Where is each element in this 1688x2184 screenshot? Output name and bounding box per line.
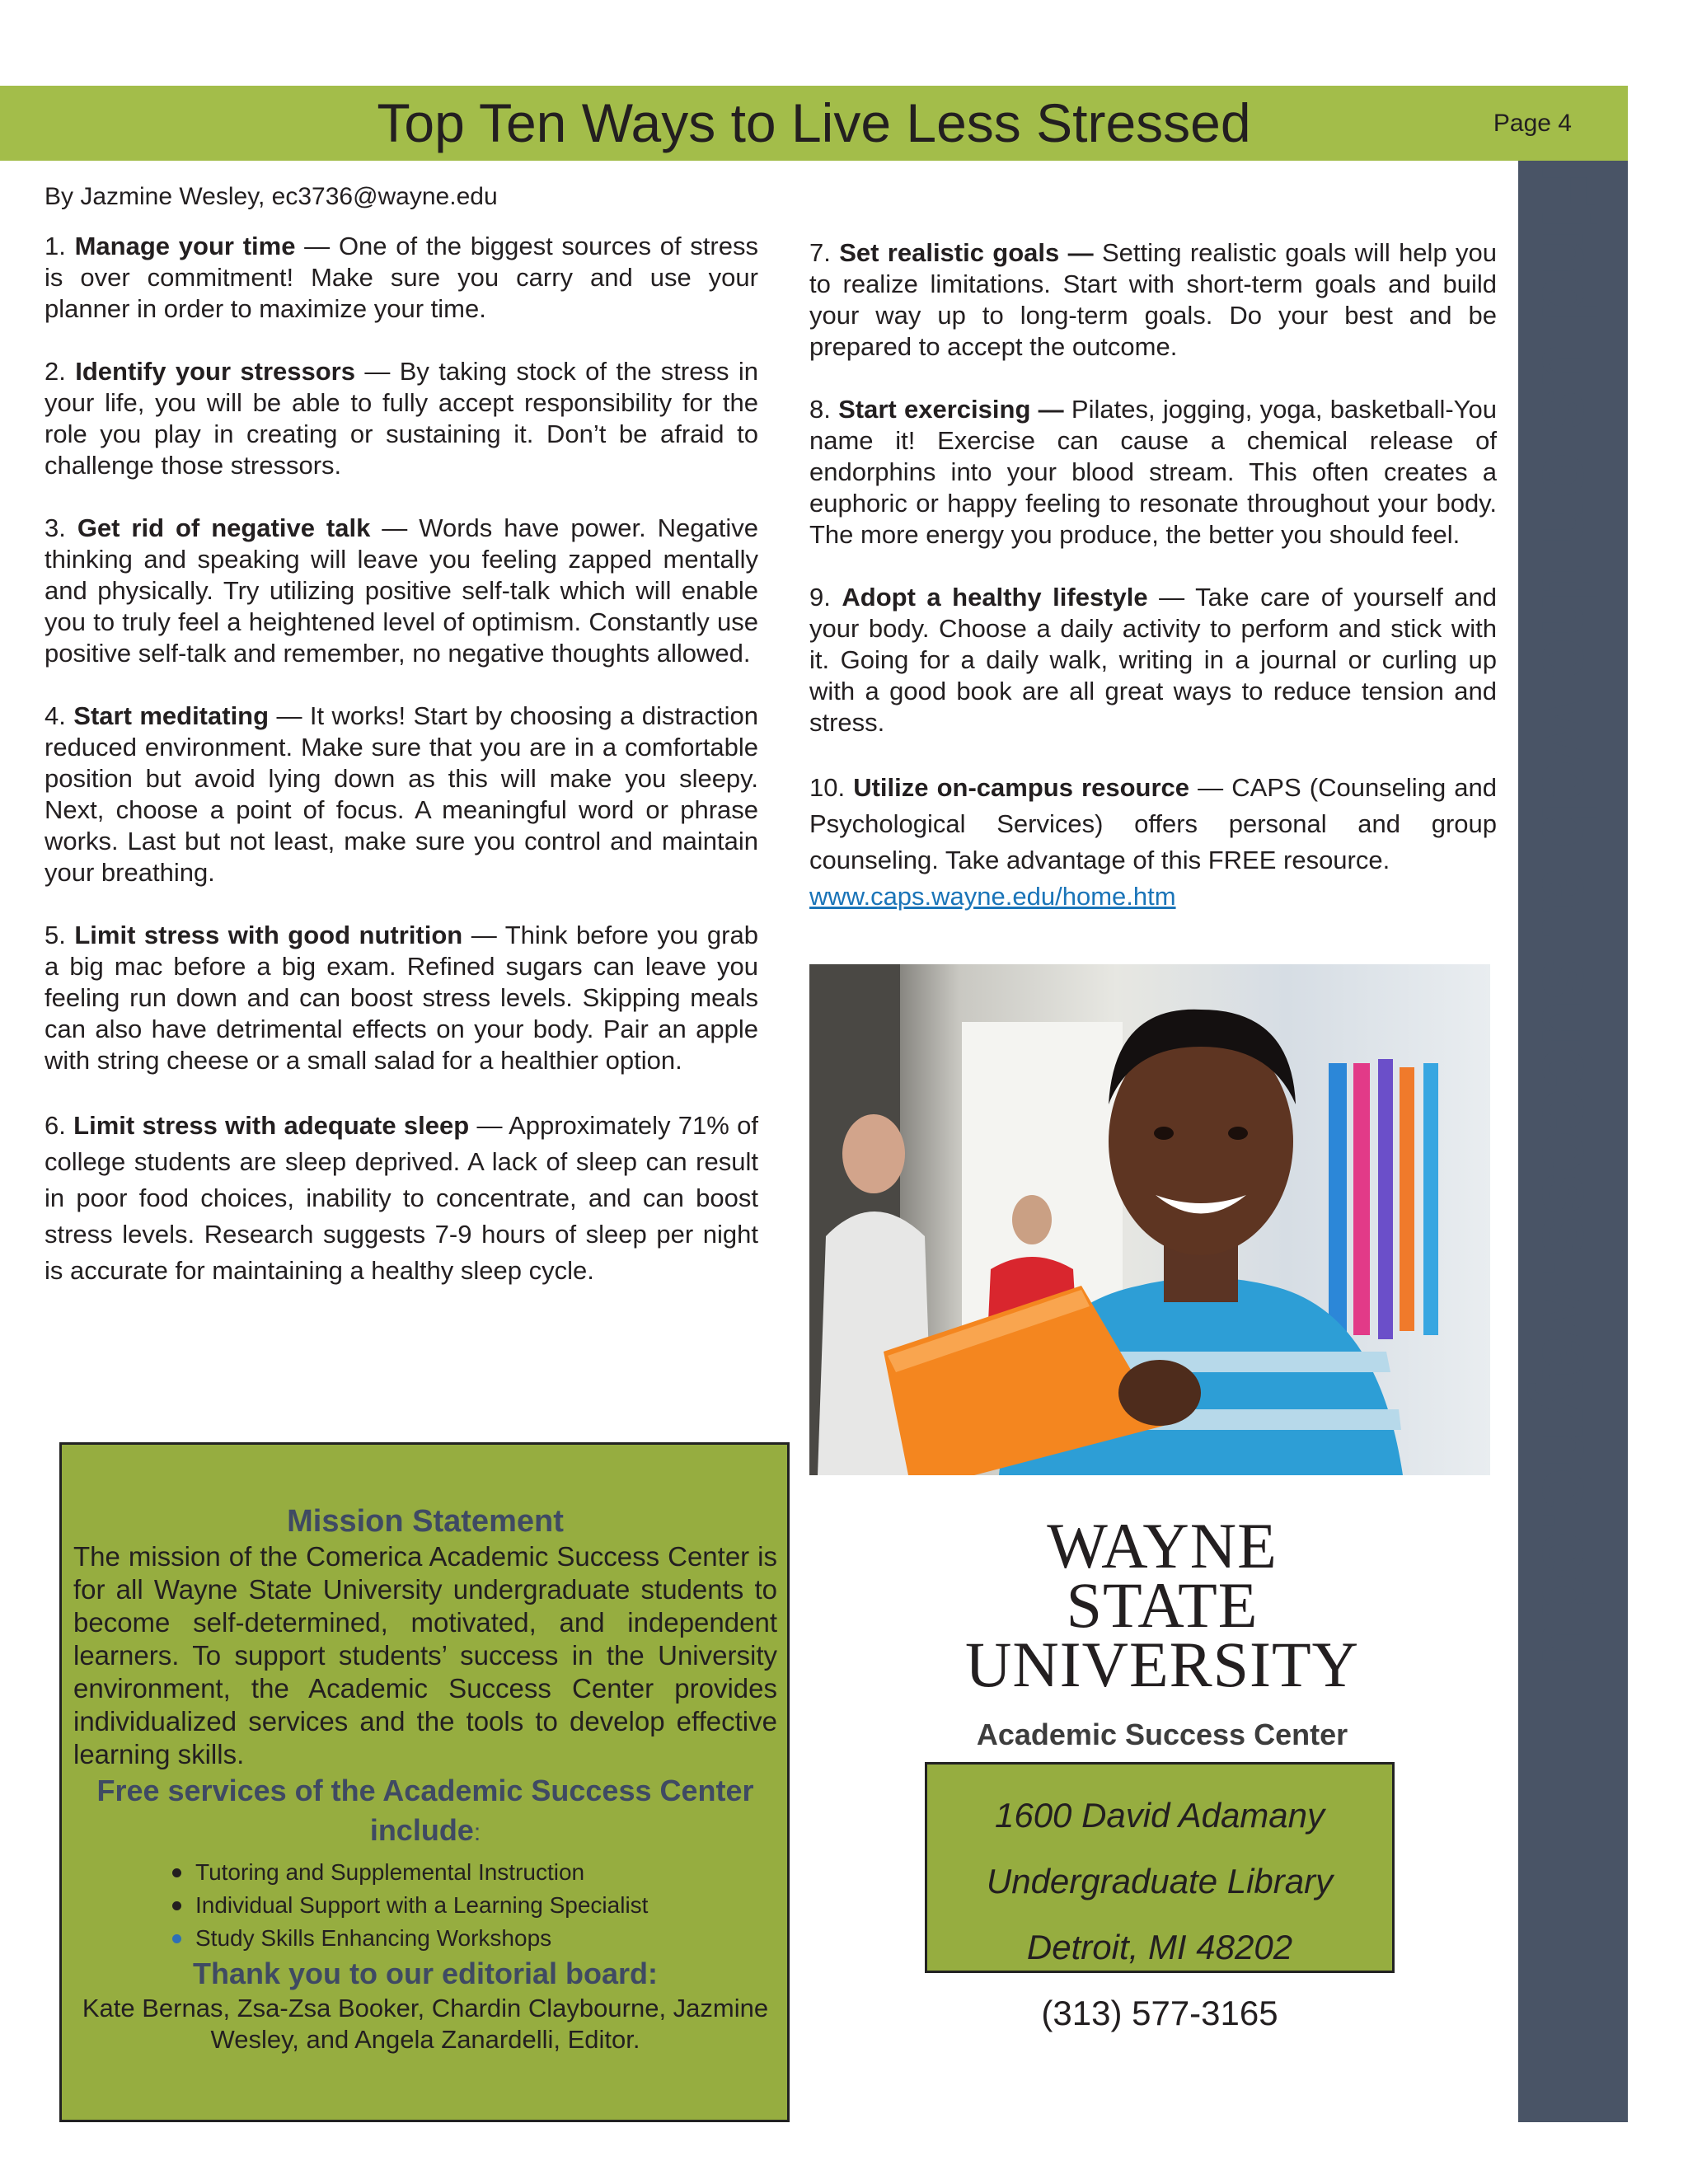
caps-link[interactable]: www.caps.wayne.edu/home.htm <box>809 882 1176 911</box>
list-item: Individual Support with a Learning Specialist <box>172 1889 777 1922</box>
tip-body: Words have power. Negative thinking and speaking will leave you feeling zapped mentally and physically. Try utilizing positive self-talk which will enable you to truly feel a heightened level of optimism. Constantly use positive self-talk and remember, no negative thoughts allowed. <box>45 513 758 668</box>
website-banner <box>1523 162 1614 2123</box>
tip-title: Limit stress with good nutrition <box>74 921 463 949</box>
tip-body: By taking stock of the stress in your life, you will be able to fully accept responsibility for the role you play in creating or sustaining it. Don’t be afraid to challenge those stressors. <box>45 357 758 480</box>
tip-body: Approximately 71% of college students are sleep deprived. A lack of sleep can result in poor food choices, inability to concentrate, and can boost stress levels. Research suggests 7-9 hours of sleep per night is accurate for maintaining a healthy sleep cycle. <box>45 1111 758 1285</box>
tip-5: 5. Limit stress with good nutrition — Think before you grab a big mac before a big exam. Refined sugars can leave you feeling run down and can boost stress levels. Skipping meals can also have detrimental effects on your body. Pair an apple with string cheese or a small salad for a healthier option. <box>45 921 758 1075</box>
address-line-2: Undergraduate Library <box>986 1862 1334 1900</box>
tip-body: One of the biggest sources of stress is over commitment! Make sure you carry and use your planner in order to maximize your time. <box>45 232 758 323</box>
editorial-board-title: Thank you to our editorial board: <box>192 1957 658 1990</box>
tip-10: 10. Utilize on-campus resource — CAPS (Counseling and Psychological Services) offers personal and group counseling. Take advantage of this FREE resource. www.caps.wayne.edu/home.htm <box>809 773 1497 911</box>
list-item: Study Skills Enhancing Workshops <box>172 1922 777 1955</box>
tip-title: Identify your stressors <box>75 357 355 386</box>
page-number: Page 4 <box>1493 110 1572 137</box>
tip-body: Take care of yourself and your body. Choose a daily activity to perform and stick with it. Going for a daily walk, writing in a journal or curling up with a good book are all great ways to reduce tension and stress. <box>809 583 1497 737</box>
mission-box <box>59 1442 790 2122</box>
mission-text: The mission of the Comerica Academic Success Center is for all Wayne State University undergraduate students to become self-determined, motivated, and independent learners. To support students’ success in the University environment, the Academic Success Center provides individualized services and the tools to develop effective learning skills. <box>73 1541 777 1769</box>
tip-body: Setting realistic goals will help you to realize limitations. Start with short-term goals and build your way up to long-term goals. Do your best and be prepared to accept the outcome. <box>809 238 1497 361</box>
tip-2: 2. Identify your stressors — By taking stock of the stress in your life, you will be able to fully accept responsibility for the role you play in creating or sustaining it. Don’t be afraid to challenge those stressors. <box>45 357 758 480</box>
tip-title: Manage your time <box>74 232 296 260</box>
tip-title: Start meditating <box>73 701 270 730</box>
address-line-3: Detroit, MI 48202 <box>1026 1928 1293 1966</box>
editorial-board-names: Kate Bernas, Zsa-Zsa Booker, Chardin Claybourne, Jazmine Wesley, and Angela Zanardelli, Editor. <box>82 1994 769 2054</box>
tip-title: Adopt a healthy lifestyle <box>842 583 1148 612</box>
list-item: Tutoring and Supplemental Instruction <box>172 1856 777 1889</box>
phone-number: (313) 577-3165 <box>1041 1994 1278 2032</box>
logo-wordmark-line2: UNIVERSITY <box>965 1629 1359 1700</box>
logo-subtitle: Academic Success Center <box>976 1718 1348 1751</box>
student-photo-illustration <box>809 964 1490 1475</box>
tip-body: It works! Start by choosing a distraction reduced environment. Make sure that you are in a comfortable position but avoid lying down as this will make you sleepy. Next, choose a point of focus. A meaningful word or phrase works. Last but not least, make sure you control and maintain your breathing. <box>45 701 759 887</box>
services-list <box>73 1856 777 1955</box>
tips-right-column <box>809 237 1497 946</box>
tip-3: 3. Get rid of negative talk — Words have power. Negative thinking and speaking will leave you feeling zapped mentally and physically. Try utilizing positive self-talk which will enable you to truly feel a heightened level of optimism. Constantly use positive self-talk and remember, no negative thoughts allowed. <box>45 513 758 668</box>
tip-title: Limit stress with adequate sleep <box>73 1111 470 1140</box>
address-line-1: 1600 David Adamany <box>994 1796 1325 1835</box>
address-box <box>925 1762 1395 2032</box>
tip-title: Utilize on-campus resource <box>853 773 1190 802</box>
tip-title: Start exercising — <box>838 395 1064 424</box>
bullet-icon <box>172 1901 181 1910</box>
tip-body: Pilates, jogging, yoga, basketball-You name it! Exercise can cause a chemical release of endorphins into your blood stream. This often creates a euphoric or happy feeling to resonate throughout your body. The more energy you produce, the better you should feel. <box>809 395 1497 549</box>
header-bar <box>0 86 1628 161</box>
tip-9: 9. Adopt a healthy lifestyle — Take care of yourself and your body. Choose a daily activity to perform and stick with it. Going for a daily walk, writing in a journal or curling up with a good book are all great ways to reduce tension and stress. <box>809 583 1497 737</box>
website-prefix: Find us on the web at <box>1526 162 1611 958</box>
tip-6: 6. Limit stress with adequate sleep — Approximately 71% of college students are sleep deprived. A lack of sleep can result in poor food choices, inability to concentrate, and can boost stress levels. Research suggests 7-9 hours of sleep per night is accurate for maintaining a healthy sleep cycle. <box>45 1111 758 1285</box>
tip-1: 1. Manage your time — One of the biggest sources of stress is over commitment! Make sure you carry and use your planner in order to maximize your time. <box>45 232 758 323</box>
page-title: Top Ten Ways to Live Less Stressed <box>377 92 1251 153</box>
bullet-icon <box>172 1868 181 1877</box>
tip-title: Set realistic goals — <box>839 238 1094 267</box>
website-url[interactable]: success.wayne.edu <box>1526 958 1611 1666</box>
tip-4: 4. Start meditating — It works! Start by choosing a distraction reduced environment. Make sure that you are in a comfortable position but avoid lying down as this will make you sleepy. Next, choose a point of focus. A meaningful word or phrase works. Last but not least, make sure you control and maintain your breathing. <box>45 701 759 887</box>
tip-body: CAPS (Counseling and Psychological Services) offers personal and group counseling. Take advantage of this FREE resource. <box>809 773 1497 874</box>
logo-wordmark-line1: WAYNE STATE <box>1047 1510 1278 1641</box>
student-photo <box>809 964 1490 1475</box>
tip-body: Think before you grab a big mac before a big exam. Refined sugars can leave you feeling run down and can boost stress levels. Skipping meals can also have detrimental effects on your body. Pair an apple with string cheese or a small salad for a healthier option. <box>45 921 758 1075</box>
free-services-title: Free services of the Academic Success Center include: <box>96 1774 754 1847</box>
bullet-icon <box>172 1934 181 1943</box>
tip-8: 8. Start exercising — Pilates, jogging, yoga, basketball-You name it! Exercise can cause a chemical release of endorphins into your blood stream. This often creates a euphoric or happy feeling to resonate throughout your body. The more energy you produce, the better you should feel. <box>809 395 1497 549</box>
mission-title: Mission Statement <box>287 1504 564 1539</box>
byline: By Jazmine Wesley, ec3736@wayne.edu <box>45 183 498 210</box>
tip-title: Get rid of negative talk <box>77 513 371 542</box>
tips-left-column <box>45 231 758 1320</box>
wayne-state-logo <box>956 1510 1368 1752</box>
tip-7: 7. Set realistic goals — Setting realistic goals will help you to realize limitations. Start with short-term goals and build your way up to long-term goals. Do your best and be prepared to accept the outcome. <box>809 238 1497 361</box>
